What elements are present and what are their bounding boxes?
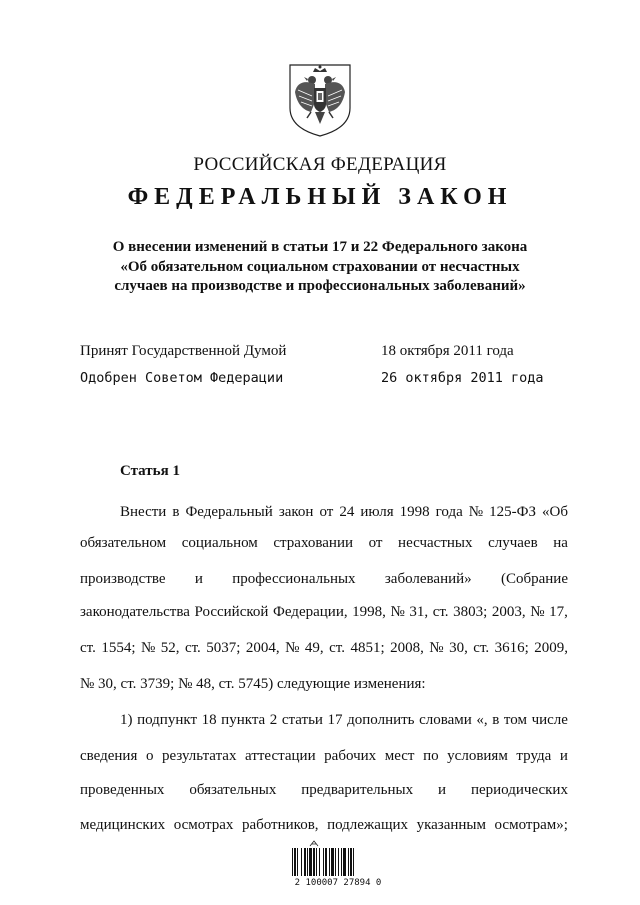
word: 49, bbox=[304, 640, 324, 656]
word: социальном bbox=[181, 535, 258, 551]
word: ст. bbox=[329, 640, 345, 656]
word: подлежащих bbox=[327, 817, 409, 833]
barcode-bars bbox=[288, 840, 388, 876]
word: 1998, bbox=[352, 604, 386, 620]
word: 18 bbox=[201, 712, 217, 728]
word: периодических bbox=[470, 782, 568, 798]
barcode-bar bbox=[319, 848, 320, 876]
paragraph-line bbox=[120, 502, 568, 522]
word: Внести bbox=[120, 504, 167, 520]
paragraph-line bbox=[80, 746, 568, 766]
word: заболеваний» bbox=[384, 571, 472, 587]
word: 24 bbox=[339, 504, 355, 520]
word: года bbox=[435, 504, 463, 520]
word: предварительных bbox=[301, 782, 414, 798]
barcode-bar bbox=[338, 848, 339, 876]
word: работников, bbox=[241, 817, 319, 833]
word: и bbox=[438, 782, 447, 798]
word: 2004, bbox=[245, 640, 280, 656]
word: сведения bbox=[80, 748, 138, 764]
word: осмотрах bbox=[173, 817, 234, 833]
word: «, bbox=[476, 712, 488, 728]
adoption-row-duma bbox=[80, 343, 560, 363]
word: 4851; bbox=[350, 640, 385, 656]
barcode-bar bbox=[307, 848, 308, 876]
country-name: РОССИЙСКАЯ ФЕДЕРАЦИЯ bbox=[193, 154, 447, 175]
barcode-bar bbox=[341, 848, 342, 876]
word: результатах bbox=[162, 748, 237, 764]
word: профессиональных bbox=[232, 571, 356, 587]
word: 2 bbox=[269, 712, 278, 728]
law-type-title: ФЕДЕРАЛЬНЫЙ ЗАКОН bbox=[127, 184, 513, 210]
word: 17 bbox=[327, 712, 343, 728]
word: июля bbox=[360, 504, 394, 520]
word: ст. bbox=[80, 640, 96, 656]
word: 2003, bbox=[491, 604, 526, 620]
barcode-bar bbox=[304, 848, 306, 876]
paragraph-line bbox=[80, 602, 568, 622]
barcode-bar bbox=[316, 848, 317, 876]
barcode-bar bbox=[331, 848, 334, 876]
barcode-bar bbox=[292, 848, 293, 876]
word: 3803; bbox=[453, 604, 488, 620]
subject-line: «Об обязательном социальном страховании от несчастных bbox=[120, 258, 520, 275]
word: от bbox=[319, 504, 334, 520]
barcode-bar bbox=[350, 848, 352, 876]
word: том bbox=[503, 712, 527, 728]
word: и bbox=[194, 571, 203, 587]
word: 2008, bbox=[390, 640, 424, 656]
barcode-bar bbox=[297, 848, 298, 876]
word: 52, bbox=[160, 640, 180, 656]
article-heading: Статья 1 bbox=[120, 463, 180, 479]
word: случаев bbox=[488, 535, 538, 551]
word: дополнить bbox=[347, 712, 415, 728]
barcode-bar bbox=[343, 848, 346, 876]
word: ст. bbox=[473, 640, 490, 656]
word: 5037; bbox=[206, 640, 241, 656]
word: № bbox=[429, 640, 444, 656]
word: ст. bbox=[184, 640, 201, 656]
adoption-row-council bbox=[80, 370, 560, 390]
barcode-bar bbox=[309, 848, 312, 876]
word: пункта bbox=[221, 712, 266, 728]
word: несчастных bbox=[398, 535, 473, 551]
word: статьи bbox=[281, 712, 323, 728]
barcode-bar bbox=[323, 848, 324, 876]
word: числе bbox=[531, 712, 568, 728]
word: аттестации bbox=[245, 748, 316, 764]
word: мест bbox=[384, 748, 415, 764]
word: труда bbox=[516, 748, 552, 764]
paragraph-line bbox=[80, 815, 568, 835]
adoption-body-label: Принят Государственной Думой bbox=[80, 343, 287, 359]
barcode bbox=[288, 840, 388, 895]
word: в bbox=[172, 504, 180, 520]
subject-line: О внесении изменений в статьи 17 и 22 Федерального закона bbox=[112, 239, 528, 255]
law-subject bbox=[60, 238, 580, 297]
word: словами bbox=[419, 712, 472, 728]
word: 1998 bbox=[399, 504, 430, 520]
word: проведенных bbox=[80, 782, 165, 798]
barcode-bar bbox=[329, 848, 330, 876]
word: законодательства bbox=[80, 604, 190, 620]
word: подпункт bbox=[137, 712, 198, 728]
word: № bbox=[468, 504, 484, 520]
barcode-bar bbox=[353, 848, 354, 876]
word: 17, bbox=[549, 604, 568, 620]
barcode-bar bbox=[335, 848, 336, 876]
coat-of-arms-emblem bbox=[285, 62, 355, 138]
word: 1) bbox=[120, 712, 133, 728]
word: № bbox=[390, 604, 405, 620]
word: на bbox=[553, 535, 568, 551]
paragraph-line bbox=[80, 533, 568, 553]
barcode-bar bbox=[313, 848, 315, 876]
word: рабочих bbox=[324, 748, 377, 764]
adoption-date: 18 октября 2011 года bbox=[381, 343, 514, 359]
barcode-number: 2 100007 27894 0 bbox=[294, 878, 382, 888]
word: от bbox=[368, 535, 383, 551]
word: 125-ФЗ bbox=[489, 504, 536, 520]
paragraph-line bbox=[80, 780, 568, 800]
word: закон bbox=[278, 504, 314, 520]
word: № bbox=[285, 640, 300, 656]
barcode-bar bbox=[294, 848, 296, 876]
word: условиям bbox=[447, 748, 508, 764]
word: Федерации, bbox=[273, 604, 348, 620]
word: 3616; bbox=[494, 640, 529, 656]
barcode-bar bbox=[301, 848, 302, 876]
adoption-date: 26 октября 2011 года bbox=[381, 370, 544, 386]
word: обязательных bbox=[189, 782, 277, 798]
word: № bbox=[140, 640, 156, 656]
word: 1554; bbox=[101, 640, 136, 656]
paragraph-line bbox=[120, 710, 568, 730]
word: производстве bbox=[80, 571, 166, 587]
word: о bbox=[145, 748, 154, 764]
adoption-body-label: Одобрен Советом Федерации bbox=[80, 370, 284, 386]
word: указанным bbox=[416, 817, 487, 833]
barcode-bar bbox=[348, 848, 349, 876]
word: 31, bbox=[409, 604, 429, 620]
word: Российской bbox=[194, 604, 269, 620]
word: Федеральный bbox=[185, 504, 273, 520]
word: (Собрание bbox=[500, 571, 568, 587]
paragraph-line: № 30, ст. 3739; № 48, ст. 5745) следующие изменения: bbox=[80, 676, 426, 692]
word: страховании bbox=[273, 535, 353, 551]
word: обязательном bbox=[80, 535, 167, 551]
word: и bbox=[559, 748, 568, 764]
paragraph-line bbox=[80, 638, 568, 658]
word: осмотрам»; bbox=[494, 817, 568, 833]
paragraph-line bbox=[80, 569, 568, 589]
word: по bbox=[423, 748, 439, 764]
word: в bbox=[492, 712, 500, 728]
word: медицинских bbox=[80, 817, 166, 833]
word: № bbox=[530, 604, 545, 620]
word: «Об bbox=[542, 504, 568, 520]
barcode-mark bbox=[310, 841, 318, 846]
word: ст. bbox=[432, 604, 449, 620]
word: 30, bbox=[449, 640, 468, 656]
barcode-bar bbox=[325, 848, 327, 876]
subject-line: случаев на производстве и профессиональных заболеваний» bbox=[114, 278, 526, 294]
word: 2009, bbox=[534, 640, 568, 656]
